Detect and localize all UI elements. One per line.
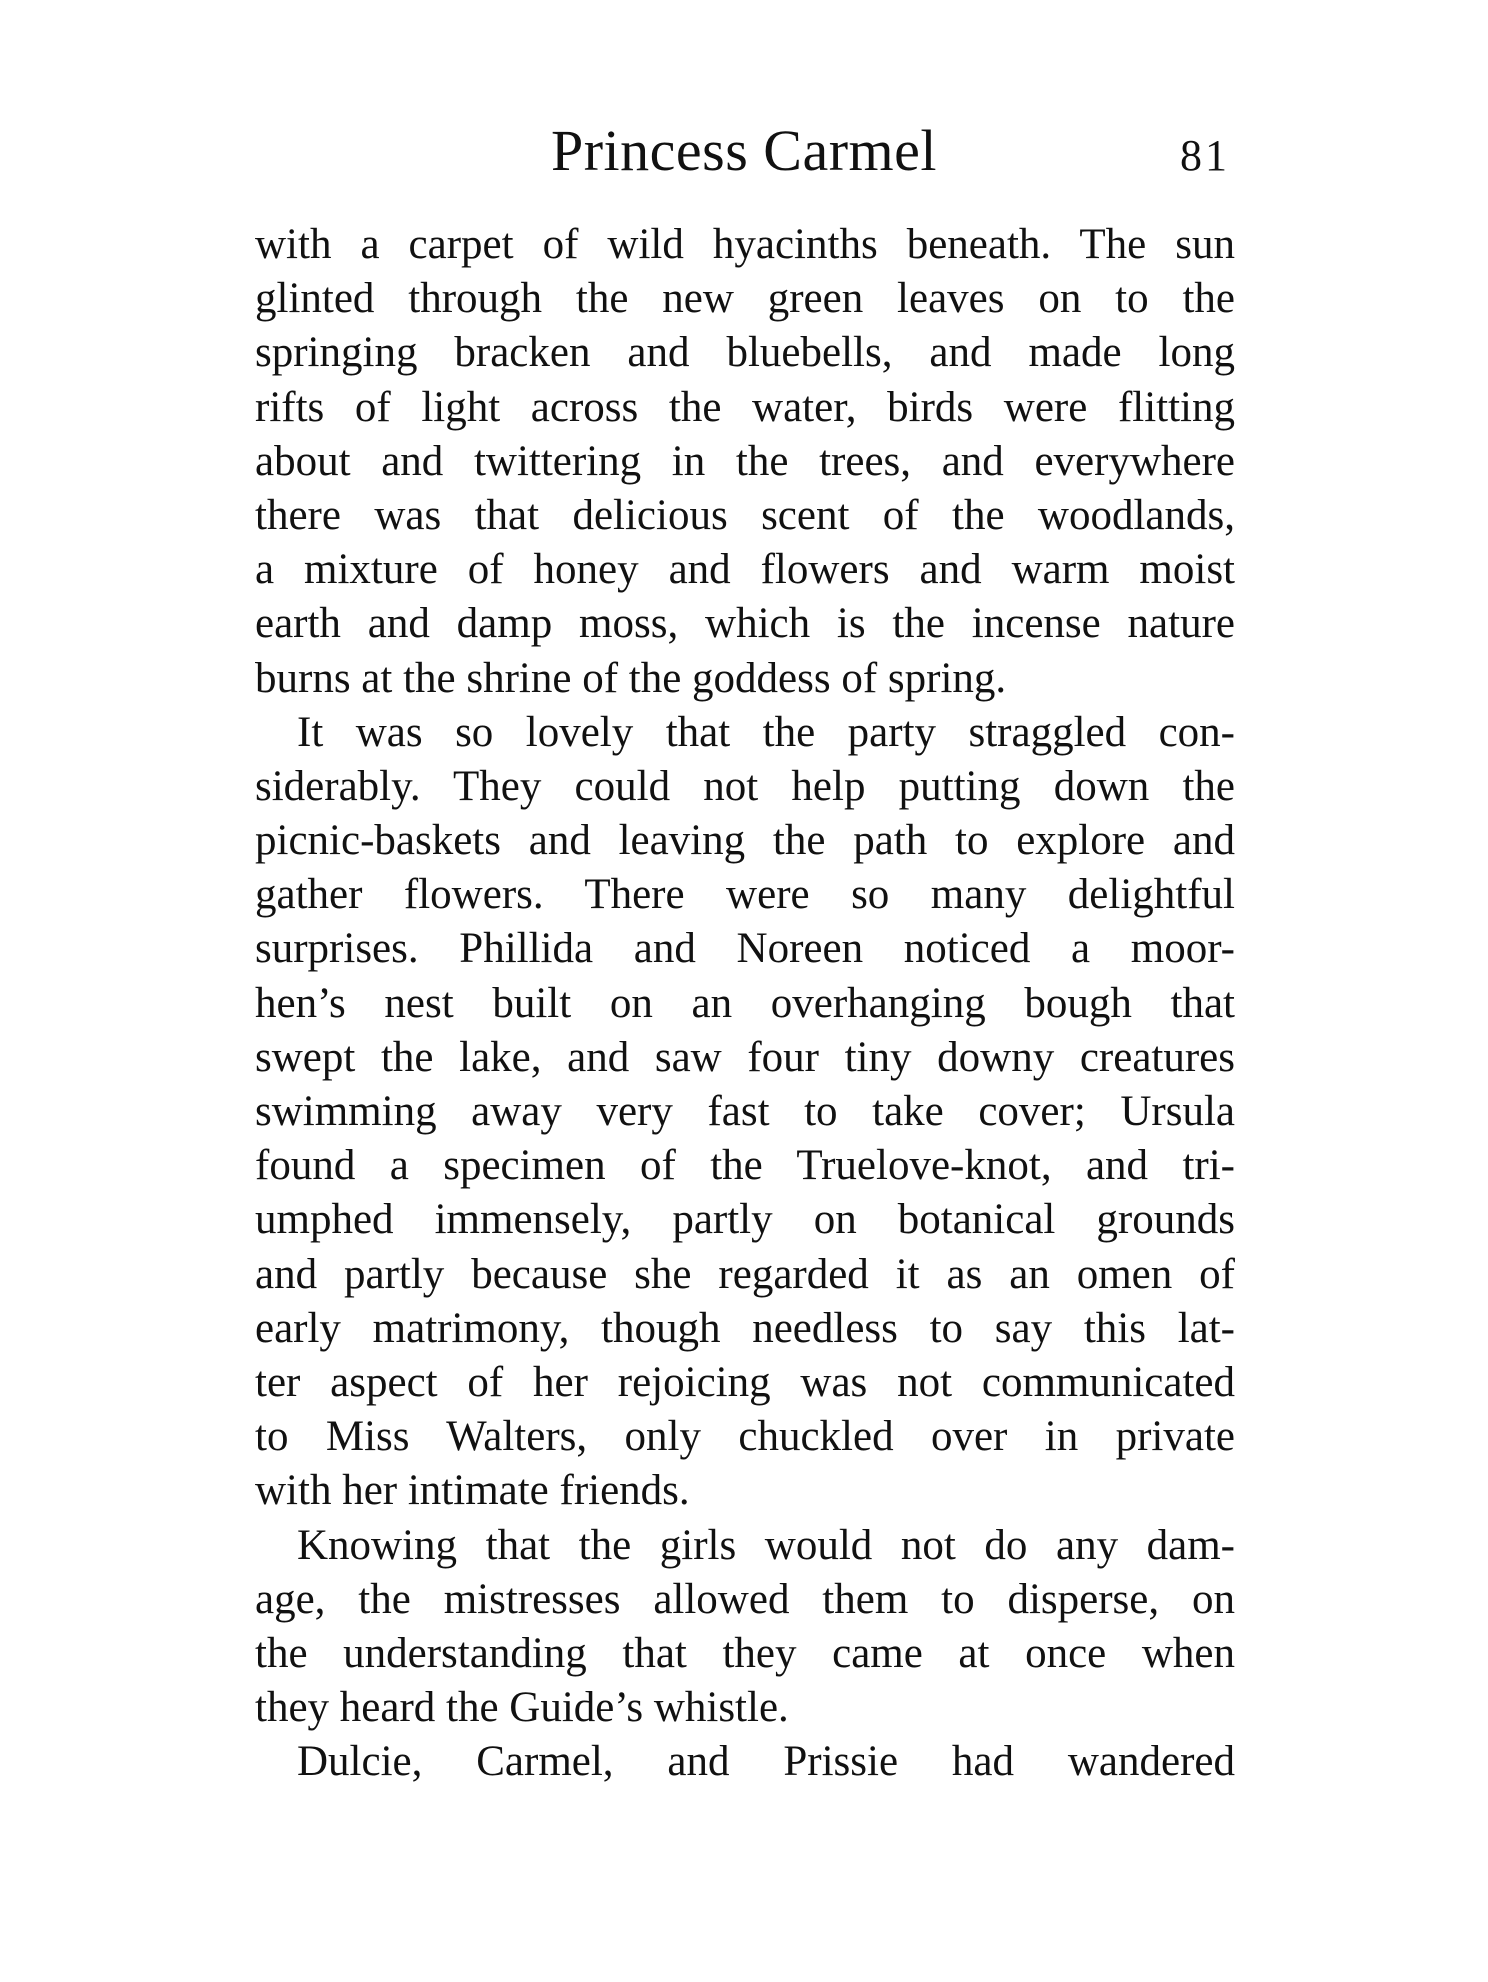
text-line: umphed immensely, partly on botanical grounds xyxy=(255,1196,1235,1244)
text-line: there was that delicious scent of the woodlands, xyxy=(255,491,1235,539)
text-line: burns at the shrine of the goddess of spring. xyxy=(255,654,1007,702)
text-line: surprises. Phillida and Noreen noticed a moor- xyxy=(255,925,1235,973)
text-line: a mixture of honey and flowers and warm moist xyxy=(255,546,1235,594)
paragraph-start-line: It was so lovely that the party straggled con- xyxy=(297,708,1235,756)
page-number: 81 xyxy=(1180,131,1230,180)
text-line: swept the lake, and saw four tiny downy creatures xyxy=(255,1033,1235,1081)
text-line: about and twittering in the trees, and everywhere xyxy=(255,437,1235,485)
paragraph-start-line: Knowing that the girls would not do any dam- xyxy=(297,1521,1235,1569)
text-line: found a specimen of the Truelove-knot, and tri- xyxy=(255,1142,1235,1190)
text-line: with her intimate friends. xyxy=(255,1467,690,1515)
text-line: with a carpet of wild hyacinths beneath. The sun xyxy=(255,221,1235,268)
text-line: springing bracken and bluebells, and made long xyxy=(255,329,1235,377)
text-line: hen’s nest built on an overhanging bough that xyxy=(255,979,1235,1027)
text-line: they heard the Guide’s whistle. xyxy=(255,1684,789,1732)
text-line: earth and damp moss, which is the incense nature xyxy=(255,600,1235,648)
text-line: swimming away very fast to take cover; Ursula xyxy=(255,1088,1235,1135)
text-line: and partly because she regarded it as an omen of xyxy=(255,1250,1235,1298)
text-line: picnic-baskets and leaving the path to explore and xyxy=(255,817,1235,865)
text-line: rifts of light across the water, birds were flitting xyxy=(255,383,1235,431)
text-line: to Miss Walters, only chuckled over in private xyxy=(255,1413,1235,1461)
text-line: glinted through the new green leaves on to the xyxy=(255,275,1235,323)
text-line: siderably. They could not help putting down the xyxy=(255,762,1235,810)
text-line: age, the mistresses allowed them to disperse, on xyxy=(255,1575,1235,1623)
paragraph-start-line: Dulcie, Carmel, and Prissie had wandered xyxy=(297,1738,1235,1786)
text-line: the understanding that they came at once when xyxy=(255,1629,1235,1677)
body-text xyxy=(255,218,1235,1789)
text-line: gather flowers. There were so many delightful xyxy=(255,871,1235,919)
text-line: ter aspect of her rejoicing was not communicated xyxy=(255,1358,1235,1406)
text-line: early matrimony, though needless to say this lat- xyxy=(255,1304,1235,1352)
running-title: Princess Carmel xyxy=(550,118,938,183)
